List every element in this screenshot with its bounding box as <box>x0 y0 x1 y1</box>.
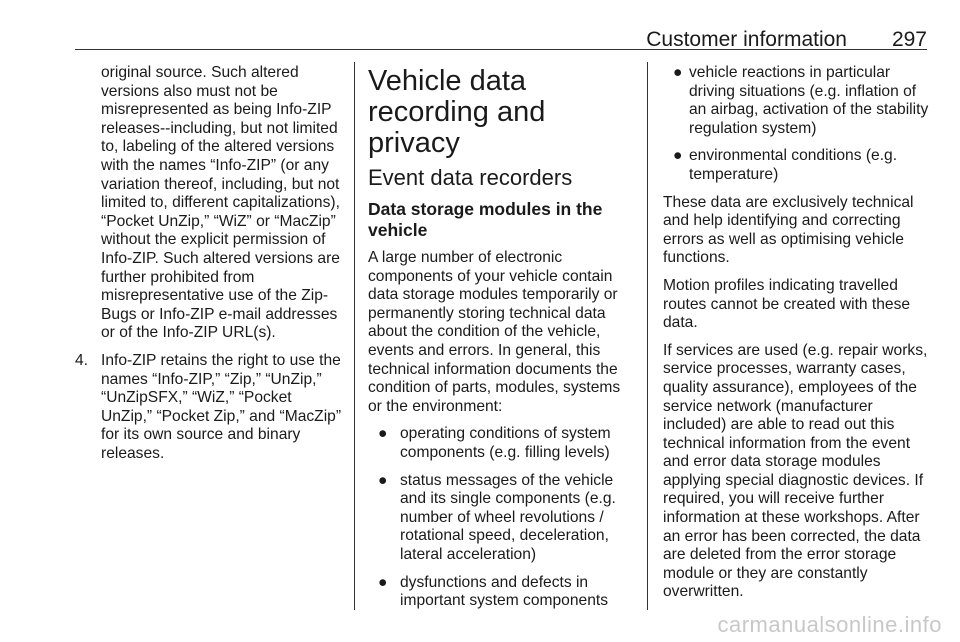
page-header <box>75 0 927 50</box>
bullet-icon: ● <box>378 425 388 443</box>
column-right <box>663 64 929 611</box>
column-middle <box>368 64 631 620</box>
numbered-item-4 <box>75 352 343 464</box>
watermark: carmanualsonline.info <box>717 612 942 637</box>
license-continuation: original source. Such altered versions also must not be misrepresented as being Info-ZIP releases--including, but not limited to, labeling of the altered versions with the names “Info-ZIP” (or any variation thereof, including, but not limited to, different capitalizations), “Pocket UnZip,” “WiZ” or “MacZip” without the explicit permission of Info-ZIP. Such altered versions are further prohibited from misrepresentative use of the Zip-Bugs or Info-ZIP e-mail addresses or of the Info-ZIP URL(s). <box>101 64 340 342</box>
intro-paragraph: A large number of electronic components of your vehicle contain data storage modules temporarily or permanently storing technical data about the condition of the vehicle, events and errors. In general, this technical information documents the condition of parts, modules, systems or the environment: <box>368 249 621 415</box>
list-item: ● status messages of the vehicle and its single components (e.g. number of wheel revolutions / rotational speed, deceleration, lateral acceleration) <box>374 472 631 565</box>
header-divider <box>75 49 927 50</box>
subsection-heading: Data storage modules in the vehicle <box>368 199 603 240</box>
bullet-icon: ● <box>673 64 683 81</box>
list-item: ● vehicle reactions in particular driving situations (e.g. inflation of an airbag, activation of the stability regulation system) <box>663 64 929 138</box>
section-heading: Event data recorders <box>368 165 573 190</box>
bullet-icon: ● <box>673 147 683 165</box>
list-item: ● environmental conditions (e.g. temperature) <box>663 147 929 184</box>
paragraph: If services are used (e.g. repair works, service processes, warranty cases, quality assurance), employees of the service network (manufacturer included) are able to read out this technical information from the event and error data storage modules applying special diagnostic devices. If required, you will receive further information at these workshops. After an error has been corrected, the data are deleted from the error storage module or they are constantly overwritten. <box>663 341 928 601</box>
section-title: Customer information <box>646 28 847 51</box>
bullet-icon: ● <box>378 573 388 591</box>
column-divider-left <box>354 62 355 610</box>
bullet-list <box>368 425 631 610</box>
chapter-heading: Vehicle data recording and privacy <box>368 65 546 159</box>
list-item: ● dysfunctions and defects in important system components <box>374 574 631 611</box>
item-number: 4. <box>75 351 89 369</box>
paragraph: These data are exclusively technical and help identifying and correcting errors as well as optimising vehicle functions. <box>663 193 914 267</box>
paragraph: Motion profiles indicating travelled routes cannot be created with these data. <box>663 276 911 332</box>
bullet-list <box>663 64 929 185</box>
column-divider-right <box>647 62 648 610</box>
bullet-icon: ● <box>378 471 388 489</box>
list-item: ● operating conditions of system components (e.g. filling levels) <box>374 425 631 462</box>
item-text: Info-ZIP retains the right to use the names “Info-ZIP,” “Zip,” “UnZip,” “UnZipSFX,” “WiZ,” “Pocket UnZip,” “Pocket Zip,” and “MacZip” for its own source and binary releases. <box>101 351 342 462</box>
page-number: 297 <box>891 28 927 51</box>
column-left <box>75 64 343 463</box>
